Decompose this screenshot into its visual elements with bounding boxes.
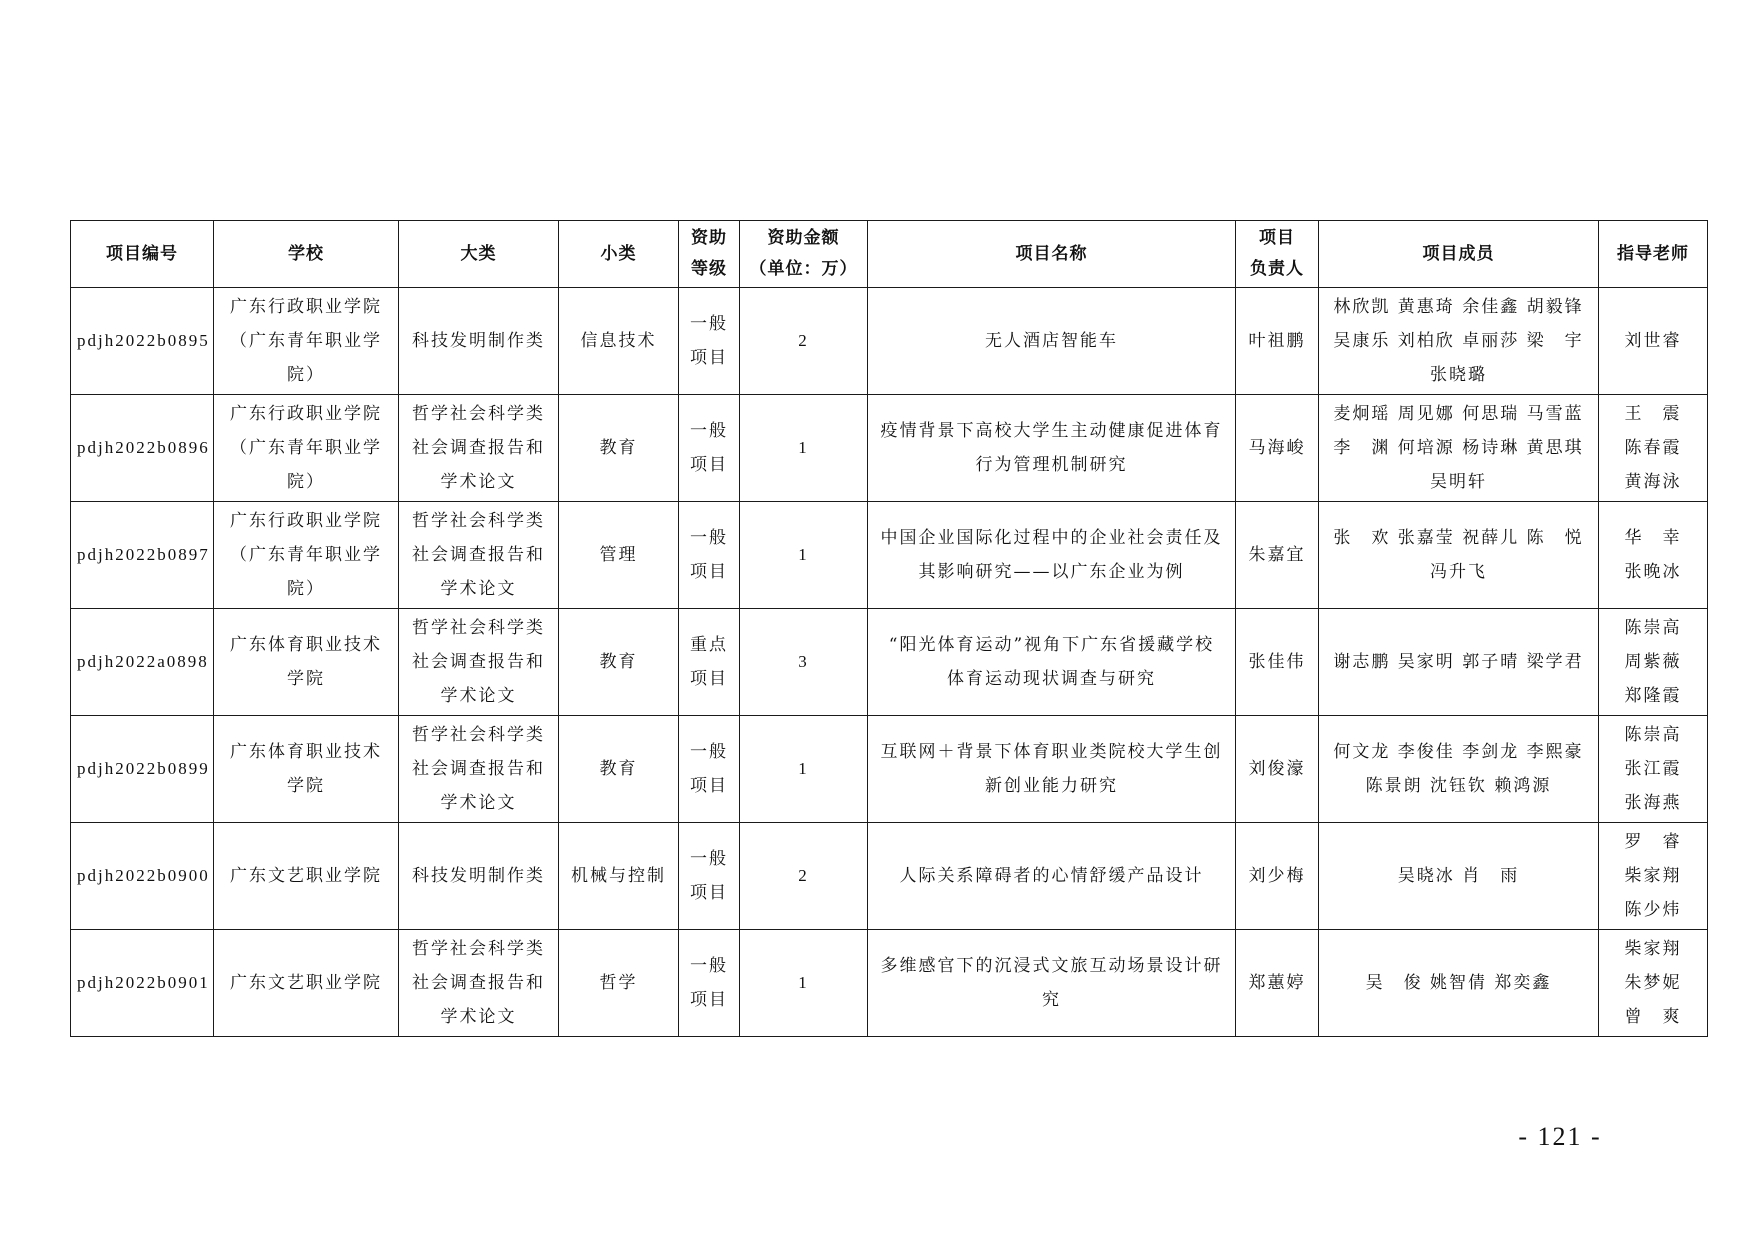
members-cell: 麦炯瑶 周见娜 何思瑞 马雪蓝 李 渊 何培源 杨诗琳 黄思琪 吴明轩 [1319, 395, 1599, 502]
school-cell: 广东文艺职业学院 [214, 823, 399, 930]
subcategory-cell: 哲学 [559, 930, 679, 1037]
members-cell: 林欣凯 黄惠琦 余佳鑫 胡毅锋 吴康乐 刘柏欣 卓丽莎 梁 宇 张晓璐 [1319, 288, 1599, 395]
project-code: pdjh2022b0897 [71, 502, 214, 609]
leader-cell: 张佳伟 [1236, 609, 1319, 716]
leader-cell: 马海峻 [1236, 395, 1319, 502]
category-cell: 科技发明制作类 [399, 288, 559, 395]
header-row [71, 221, 1708, 288]
project-code: pdjh2022b0900 [71, 823, 214, 930]
members-cell: 吴 俊 姚智倩 郑奕鑫 [1319, 930, 1599, 1037]
school-cell: 广东行政职业学院 （广东青年职业学 院） [214, 395, 399, 502]
header-leader: 项目 负责人 [1236, 221, 1319, 288]
table-row [71, 930, 1708, 1037]
subcategory-cell: 教育 [559, 609, 679, 716]
subcategory-cell: 教育 [559, 716, 679, 823]
school-cell: 广东文艺职业学院 [214, 930, 399, 1037]
leader-cell: 郑蕙婷 [1236, 930, 1319, 1037]
amount-cell: 2 [740, 288, 868, 395]
leader-cell: 刘少梅 [1236, 823, 1319, 930]
leader-cell: 叶祖鹏 [1236, 288, 1319, 395]
members-cell: 吴晓冰 肖 雨 [1319, 823, 1599, 930]
amount-cell: 1 [740, 502, 868, 609]
school-cell: 广东体育职业技术 学院 [214, 609, 399, 716]
project-code: pdjh2022b0901 [71, 930, 214, 1037]
project-code: pdjh2022b0895 [71, 288, 214, 395]
project-code: pdjh2022b0896 [71, 395, 214, 502]
amount-cell: 2 [740, 823, 868, 930]
level-cell: 一般 项目 [679, 395, 740, 502]
project-code: pdjh2022a0898 [71, 609, 214, 716]
header-advisor: 指导老师 [1599, 221, 1708, 288]
amount-cell: 1 [740, 930, 868, 1037]
advisor-cell: 王 震 陈春霞 黄海泳 [1599, 395, 1708, 502]
header-name: 项目名称 [868, 221, 1236, 288]
subcategory-cell: 信息技术 [559, 288, 679, 395]
leader-cell: 朱嘉宜 [1236, 502, 1319, 609]
project-name-cell: 多维感官下的沉浸式文旅互动场景设计研 究 [868, 930, 1236, 1037]
header-code: 项目编号 [71, 221, 214, 288]
table-row [71, 288, 1708, 395]
project-name-cell: “阳光体育运动”视角下广东省援藏学校 体育运动现状调查与研究 [868, 609, 1236, 716]
advisor-cell: 陈崇高 张江霞 张海燕 [1599, 716, 1708, 823]
category-cell: 哲学社会科学类 社会调查报告和 学术论文 [399, 609, 559, 716]
table-row [71, 716, 1708, 823]
table-row [71, 609, 1708, 716]
category-cell: 哲学社会科学类 社会调查报告和 学术论文 [399, 716, 559, 823]
header-school: 学校 [214, 221, 399, 288]
project-name-cell: 互联网＋背景下体育职业类院校大学生创 新创业能力研究 [868, 716, 1236, 823]
header-members: 项目成员 [1319, 221, 1599, 288]
table-row [71, 823, 1708, 930]
page-number: - 121 - [1518, 1122, 1602, 1151]
header-amount: 资助金额 （单位：万） [740, 221, 868, 288]
category-cell: 哲学社会科学类 社会调查报告和 学术论文 [399, 395, 559, 502]
level-cell: 重点 项目 [679, 609, 740, 716]
amount-cell: 1 [740, 716, 868, 823]
advisor-cell: 罗 睿 柴家翔 陈少炜 [1599, 823, 1708, 930]
project-name-cell: 无人酒店智能车 [868, 288, 1236, 395]
amount-cell: 3 [740, 609, 868, 716]
members-cell: 张 欢 张嘉莹 祝薛儿 陈 悦 冯升飞 [1319, 502, 1599, 609]
level-cell: 一般 项目 [679, 930, 740, 1037]
project-name-cell: 人际关系障碍者的心情舒缓产品设计 [868, 823, 1236, 930]
level-cell: 一般 项目 [679, 823, 740, 930]
school-cell: 广东行政职业学院 （广东青年职业学 院） [214, 502, 399, 609]
project-table [70, 220, 1708, 1037]
advisor-cell: 陈崇高 周紫薇 郑隆霞 [1599, 609, 1708, 716]
category-cell: 科技发明制作类 [399, 823, 559, 930]
amount-cell: 1 [740, 395, 868, 502]
table-row [71, 395, 1708, 502]
advisor-cell: 华 幸 张晚冰 [1599, 502, 1708, 609]
school-cell: 广东行政职业学院 （广东青年职业学 院） [214, 288, 399, 395]
members-cell: 何文龙 李俊佳 李剑龙 李熙豪 陈景朗 沈钰钦 赖鸿源 [1319, 716, 1599, 823]
table-row [71, 502, 1708, 609]
leader-cell: 刘俊濠 [1236, 716, 1319, 823]
header-level: 资助 等级 [679, 221, 740, 288]
header-category: 大类 [399, 221, 559, 288]
project-name-cell: 中国企业国际化过程中的企业社会责任及 其影响研究——以广东企业为例 [868, 502, 1236, 609]
subcategory-cell: 教育 [559, 395, 679, 502]
subcategory-cell: 机械与控制 [559, 823, 679, 930]
members-cell: 谢志鹏 吴家明 郭子晴 梁学君 [1319, 609, 1599, 716]
category-cell: 哲学社会科学类 社会调查报告和 学术论文 [399, 930, 559, 1037]
level-cell: 一般 项目 [679, 288, 740, 395]
project-name-cell: 疫情背景下高校大学生主动健康促进体育 行为管理机制研究 [868, 395, 1236, 502]
advisor-cell: 柴家翔 朱梦妮 曾 爽 [1599, 930, 1708, 1037]
category-cell: 哲学社会科学类 社会调查报告和 学术论文 [399, 502, 559, 609]
level-cell: 一般 项目 [679, 716, 740, 823]
school-cell: 广东体育职业技术 学院 [214, 716, 399, 823]
level-cell: 一般 项目 [679, 502, 740, 609]
advisor-cell: 刘世睿 [1599, 288, 1708, 395]
header-subcategory: 小类 [559, 221, 679, 288]
project-code: pdjh2022b0899 [71, 716, 214, 823]
subcategory-cell: 管理 [559, 502, 679, 609]
